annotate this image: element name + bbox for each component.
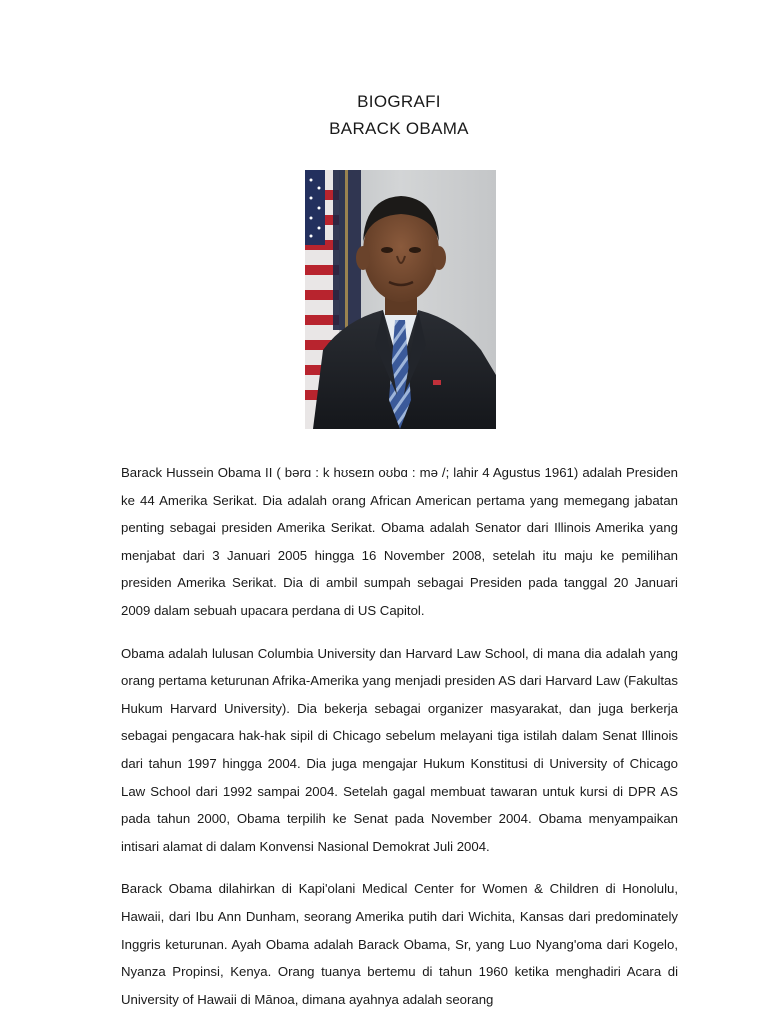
document-subtitle: BARACK OBAMA	[329, 119, 469, 138]
document-title: BIOGRAFI	[357, 92, 441, 111]
body-text	[121, 459, 678, 1028]
paragraph-1: Barack Hussein Obama II ( bərɑ : k hʊseɪn oʊbɑ : mə /; lahir 4 Agustus 1961) adalah Presiden ke 44 Amerika Serikat. Dia adalah orang African American pertama yang memegang jabatan penting sebagai presiden Amerika Serikat. Obama adalah Senator dari Illinois Amerika yang menjabat dari 3 Januari 2005 hingga 16 November 2008, setelah itu maju ke pemilihan presiden Amerika Serikat. Dia di ambil sumpah sebagai Presiden pada tanggal 20 Januari 2009 dalam sebuah upacara perdana di US Capitol.	[121, 465, 678, 618]
portrait-photo	[305, 170, 496, 429]
paragraph-3: Barack Obama dilahirkan di Kapi'olani Medical Center for Women & Children di Honolulu, Hawaii, dari Ibu Ann Dunham, seorang Amerika putih dari Wichita, Kansas dari predominately Inggris keturunan. Ayah Obama adalah Barack Obama, Sr, yang Luo Nyang'oma dari Kogelo, Nyanza Propinsi, Kenya. Orang tuanya bertemu di tahun 1960 ketika menghadiri Acara di University of Hawaii di Mānoa, dimana ayahnya adalah seorang	[121, 881, 678, 1007]
paragraph-2: Obama adalah lulusan Columbia University dan Harvard Law School, di mana dia adalah yang orang pertama keturunan Afrika-Amerika yang menjadi presiden AS dari Harvard Law (Fakultas Hukum Harvard University). Dia bekerja sebagai organizer masyarakat, dan juga berkerja sebagai pengacara hak-hak sipil di Chicago sebelum melayani tiga istilah dalam Senat Illinois dari tahun 1997 hingga 2004. Dia juga mengajar Hukum Konstitusi di University of Chicago Law School dari 1992 sampai 2004. Setelah gagal membuat tawaran untuk kursi di DPR AS pada tahun 2000, Obama terpilih ke Senat pada November 2004. Obama menyampaikan intisari alamat di dalam Konvensi Nasional Demokrat Juli 2004.	[121, 645, 678, 854]
